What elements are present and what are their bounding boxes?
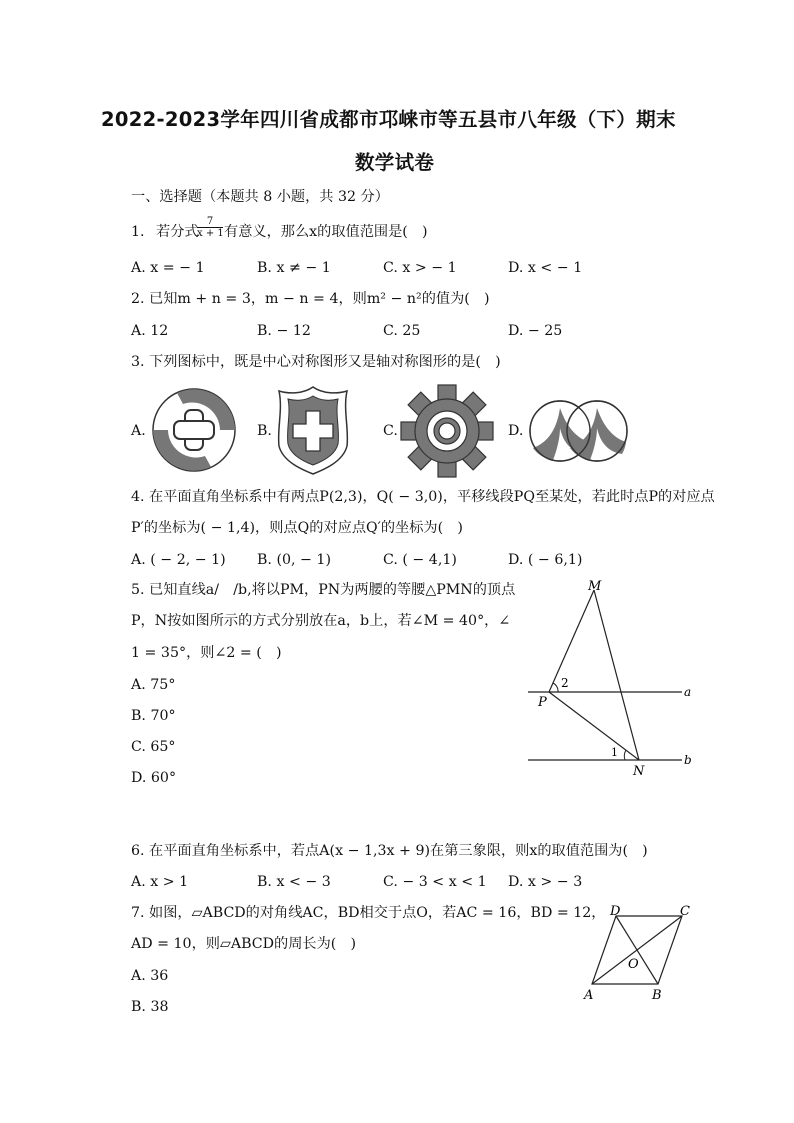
label-vertex-c: C (680, 904, 690, 919)
label-n: N (633, 764, 645, 779)
question-5-line-3: 1 = 35°，则∠2 = ( ) (131, 645, 282, 661)
q4-option-c: C. ( − 4,1) (383, 552, 457, 568)
side-pm (549, 590, 594, 692)
label-vertex-a: A (584, 988, 594, 1002)
question-3: 3. 下列图标中，既是中心对称图形又是轴对称图形的是( ) (131, 354, 501, 370)
q1-option-b: B. x ≠ − 1 (257, 260, 331, 276)
q4-option-a: A. ( − 2, − 1) (131, 552, 226, 568)
q2-option-b: B. − 12 (257, 323, 311, 339)
question-1-suffix: 有意义，那么x的取值范围是( ) (224, 224, 428, 240)
label-center-o: O (628, 957, 639, 972)
q6-option-a: A. x > 1 (131, 874, 189, 890)
label-p: P (538, 695, 547, 710)
q6-option-c: C. − 3 < x < 1 (383, 874, 487, 890)
question-1-prefix: 若分式 (156, 224, 199, 240)
q1-option-d: D. x < − 1 (508, 260, 583, 276)
two-circles-person-icon (527, 398, 631, 464)
gear-icon (399, 383, 495, 479)
q5-option-b: B. 70° (131, 708, 176, 724)
q7-option-b: B. 38 (131, 999, 169, 1015)
q5-option-c: C. 65° (131, 739, 176, 755)
q1-option-c: C. x > − 1 (383, 260, 457, 276)
question-6: 6. 在平面直角坐标系中，若点A(x − 1,3x + 9)在第三象限，则x的取值范围为( ) (131, 843, 648, 859)
parallelogram-figure (578, 902, 702, 1002)
page-title: 2022-2023学年四川省成都市邛崃市等五县市八年级（下）期末 (101, 108, 676, 131)
question-2: 2. 已知m + n = 3，m − n = 4，则m² − n²的值为( ) (131, 291, 490, 307)
q3-label-d: D. (508, 423, 524, 439)
angle-2-arc (553, 683, 558, 692)
q2-option-a: A. 12 (131, 323, 169, 339)
angle-1-arc (624, 750, 626, 760)
label-b: b (684, 753, 692, 767)
label-angle-1: 1 (611, 746, 618, 759)
q3-label-c: C. (383, 423, 398, 439)
fraction-denominator: x + 1 (197, 228, 224, 239)
label-vertex-b: B (652, 988, 662, 1002)
q6-option-d: D. x > − 3 (508, 874, 583, 890)
side-mn (594, 590, 639, 760)
q3-label-a: A. (131, 423, 146, 439)
label-vertex-d: D (610, 904, 621, 919)
shield-cross-icon (273, 384, 353, 476)
diagonal-bd (616, 916, 658, 984)
question-4-line-2: P′的坐标为( − 1,4)，则点Q的对应点Q′的坐标为( ) (131, 520, 463, 536)
q4-option-d: D. ( − 6,1) (508, 552, 583, 568)
question-5-line-2: P，N按如图所示的方式分别放在a，b上，若∠M = 40°，∠ (131, 613, 511, 629)
q4-option-b: B. (0, − 1) (257, 552, 331, 568)
page-title-line-2: 数学试卷 (355, 151, 435, 174)
label-angle-2: 2 (561, 676, 569, 690)
question-5-line-1: 5. 已知直线a/ /b,将以PM，PN为两腰的等腰△PMN的顶点 (131, 582, 516, 598)
label-m: M (588, 579, 602, 594)
q2-option-c: C. 25 (383, 323, 421, 339)
triangle-parallel-lines-figure (522, 576, 702, 786)
q6-option-b: B. x < − 3 (257, 874, 331, 890)
question-7-line-2: AD = 10，则▱ABCD的周长为( ) (131, 936, 357, 952)
fraction-numerator: 7 (206, 216, 214, 227)
q7-option-a: A. 36 (131, 968, 169, 984)
question-1-fraction (197, 216, 223, 239)
q1-option-a: A. x = − 1 (131, 260, 205, 276)
section-header: 一、选择题（本题共 8 小题，共 32 分） (131, 189, 389, 205)
label-a: a (684, 685, 692, 699)
circle-plus-icon (150, 386, 238, 474)
question-4-line-1: 4. 在平面直角坐标系中有两点P(2,3)，Q( − 3,0)，平移线段PQ至某处，若此时点P的对应点 (131, 489, 715, 505)
q3-label-b: B. (257, 423, 272, 439)
q5-option-d: D. 60° (131, 770, 177, 786)
q5-option-a: A. 75° (131, 677, 176, 693)
side-pn (549, 692, 639, 760)
question-7-line-1: 7. 如图，▱ABCD的对角线AC，BD相交于点O，若AC = 16，BD = 12， (131, 905, 606, 921)
question-1-number: 1. (131, 224, 145, 240)
q2-option-d: D. − 25 (508, 323, 563, 339)
